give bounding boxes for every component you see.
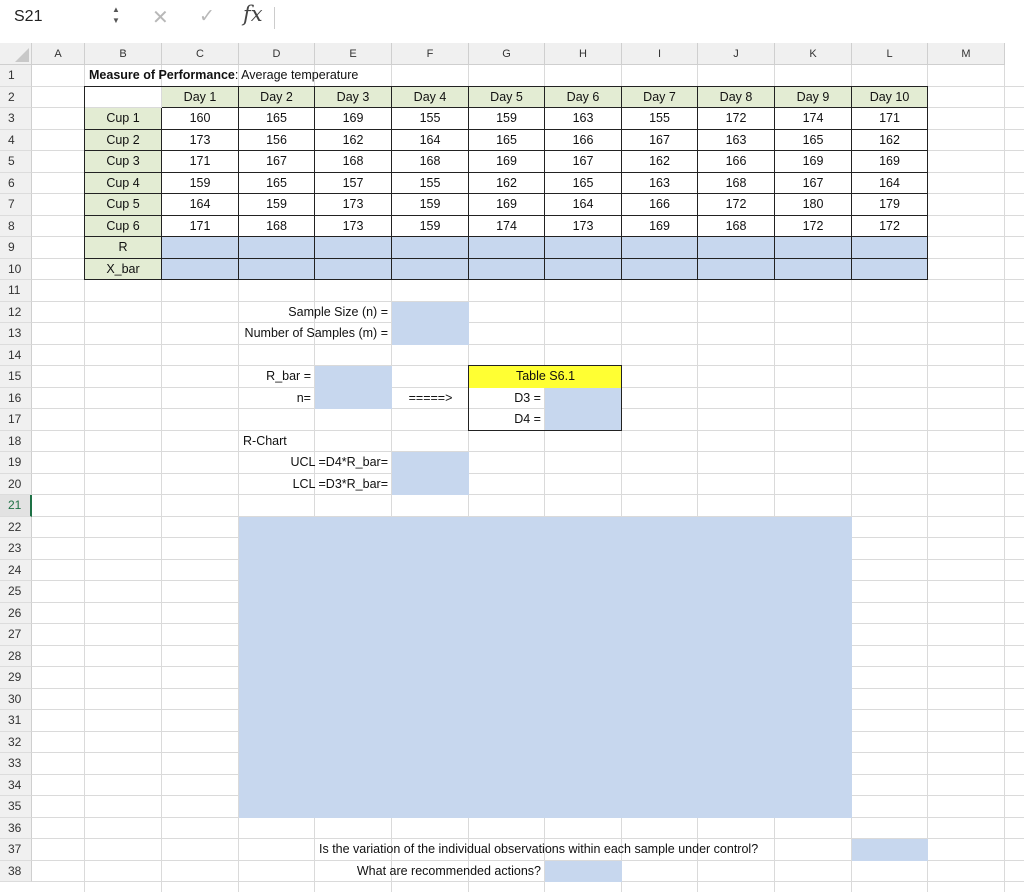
- measurement-cell[interactable]: 174: [469, 216, 545, 238]
- row-header[interactable]: 3: [0, 108, 32, 130]
- cup-label[interactable]: Cup 3: [85, 151, 162, 173]
- range-input-cell[interactable]: [239, 237, 315, 259]
- measurement-cell[interactable]: 168: [392, 151, 469, 173]
- measurement-cell[interactable]: 162: [622, 151, 698, 173]
- xbar-input-cell[interactable]: [392, 259, 469, 281]
- measurement-cell[interactable]: 165: [775, 130, 852, 152]
- lcl-input[interactable]: [392, 474, 469, 496]
- measurement-cell[interactable]: 162: [315, 130, 392, 152]
- measurement-cell[interactable]: 169: [469, 151, 545, 173]
- n-input[interactable]: [315, 388, 392, 410]
- measurement-cell[interactable]: 169: [469, 194, 545, 216]
- measurement-cell[interactable]: 163: [545, 108, 622, 130]
- d3-input[interactable]: [545, 388, 622, 410]
- measurement-cell[interactable]: 163: [698, 130, 775, 152]
- column-header[interactable]: K: [775, 43, 852, 65]
- d3-label: D3 =: [514, 390, 541, 405]
- range-label[interactable]: R: [85, 237, 162, 259]
- arrow-text: =====>: [408, 390, 453, 405]
- day-header[interactable]: Day 2: [239, 87, 315, 109]
- column-header[interactable]: E: [315, 43, 392, 65]
- row-header[interactable]: 26: [0, 603, 32, 625]
- measurement-cell[interactable]: 166: [545, 130, 622, 152]
- row-header[interactable]: 21: [0, 495, 32, 517]
- cancel-icon[interactable]: ✕: [152, 7, 169, 29]
- measurement-cell[interactable]: 159: [392, 216, 469, 238]
- num-samples-label: Number of Samples (m) =: [244, 326, 388, 340]
- column-header[interactable]: A: [32, 43, 85, 65]
- day-header[interactable]: Day 1: [162, 87, 239, 109]
- d4-label: D4 =: [514, 412, 541, 426]
- day-header[interactable]: Day 4: [392, 87, 469, 109]
- lcl-label: LCL =D3*R_bar=: [292, 476, 388, 491]
- range-input-cell[interactable]: [622, 237, 698, 259]
- select-all-button[interactable]: [0, 43, 32, 65]
- column-header[interactable]: C: [162, 43, 239, 65]
- formula-bar: [0, 0, 1024, 42]
- measurement-cell[interactable]: 179: [852, 194, 928, 216]
- row-header[interactable]: 37: [0, 839, 32, 861]
- title-rest: : Average temperature: [234, 68, 359, 82]
- measurement-cell[interactable]: 164: [392, 130, 469, 152]
- formula-bar-divider: [274, 7, 275, 29]
- actions-answer-input[interactable]: [545, 861, 622, 883]
- rchart-label: R-Chart: [243, 433, 287, 448]
- row-header[interactable]: 7: [0, 194, 32, 216]
- xbar-input-cell[interactable]: [698, 259, 775, 281]
- sheet-title[interactable]: [85, 65, 545, 87]
- row-header[interactable]: 25: [0, 581, 32, 603]
- measurement-cell[interactable]: 173: [315, 216, 392, 238]
- measurement-cell[interactable]: 165: [239, 108, 315, 130]
- cup-label[interactable]: Cup 2: [85, 130, 162, 152]
- range-input-cell[interactable]: [315, 237, 392, 259]
- row-header[interactable]: 4: [0, 130, 32, 152]
- measurement-cell[interactable]: 155: [392, 173, 469, 195]
- measurement-cell[interactable]: 168: [315, 151, 392, 173]
- measurement-cell[interactable]: 155: [622, 108, 698, 130]
- rbar-input[interactable]: [315, 366, 392, 388]
- enter-icon[interactable]: ✓: [199, 6, 215, 27]
- measurement-cell[interactable]: 159: [469, 108, 545, 130]
- measurement-cell[interactable]: 169: [775, 151, 852, 173]
- row-header[interactable]: 10: [0, 259, 32, 281]
- sample-size-label: Sample Size (n) =: [288, 304, 388, 319]
- xbar-label[interactable]: X_bar: [85, 259, 162, 281]
- measurement-cell[interactable]: 165: [469, 130, 545, 152]
- range-input-cell[interactable]: [162, 237, 239, 259]
- range-input-cell[interactable]: [545, 237, 622, 259]
- column-header[interactable]: D: [239, 43, 315, 65]
- row-header[interactable]: 12: [0, 302, 32, 324]
- insert-function-icon[interactable]: fx: [243, 2, 263, 26]
- row-header[interactable]: 33: [0, 753, 32, 775]
- column-header[interactable]: B: [85, 43, 162, 65]
- xbar-input-cell[interactable]: [775, 259, 852, 281]
- measurement-cell[interactable]: 159: [162, 173, 239, 195]
- title-bold: Measure of Performance: [89, 68, 235, 82]
- range-input-cell[interactable]: [698, 237, 775, 259]
- measurement-cell[interactable]: 167: [545, 151, 622, 173]
- n-label: n=: [296, 390, 311, 405]
- measurement-cell[interactable]: 172: [775, 216, 852, 238]
- measurement-cell[interactable]: 163: [622, 173, 698, 195]
- formula-input[interactable]: [280, 4, 1000, 30]
- cup-label[interactable]: Cup 6: [85, 216, 162, 238]
- row-header[interactable]: 2: [0, 87, 32, 109]
- day-header[interactable]: Day 9: [775, 87, 852, 109]
- control-question: Is the variation of the individual observations within each sample under control?: [319, 842, 759, 856]
- measurement-cell[interactable]: 168: [698, 216, 775, 238]
- measurement-cell[interactable]: 168: [698, 173, 775, 195]
- xbar-input-cell[interactable]: [622, 259, 698, 281]
- column-header[interactable]: I: [622, 43, 698, 65]
- xbar-input-cell[interactable]: [545, 259, 622, 281]
- row-header[interactable]: 18: [0, 431, 32, 453]
- num-samples-input[interactable]: [392, 323, 469, 345]
- column-header[interactable]: G: [469, 43, 545, 65]
- measurement-cell[interactable]: 174: [775, 108, 852, 130]
- column-header[interactable]: L: [852, 43, 928, 65]
- d4-input[interactable]: [545, 409, 622, 431]
- row-header[interactable]: 31: [0, 710, 32, 732]
- measurement-cell[interactable]: 164: [545, 194, 622, 216]
- row-header[interactable]: 29: [0, 667, 32, 689]
- day-header[interactable]: Day 10: [852, 87, 928, 109]
- table-s61-title: Table S6.1: [469, 366, 622, 388]
- row-header[interactable]: 9: [0, 237, 32, 259]
- row-header[interactable]: 22: [0, 517, 32, 539]
- row-header[interactable]: 16: [0, 388, 32, 410]
- row-header[interactable]: 28: [0, 646, 32, 668]
- row-header[interactable]: 20: [0, 474, 32, 496]
- range-input-cell[interactable]: [469, 237, 545, 259]
- chart-placeholder-area[interactable]: [239, 517, 852, 818]
- row-header[interactable]: 13: [0, 323, 32, 345]
- row-header[interactable]: 30: [0, 689, 32, 711]
- row-header[interactable]: 6: [0, 173, 32, 195]
- sample-size-input[interactable]: [392, 302, 469, 324]
- actions-question: What are recommended actions?: [356, 863, 541, 878]
- measurement-cell[interactable]: 159: [239, 194, 315, 216]
- row-header[interactable]: 32: [0, 732, 32, 754]
- measurement-cell[interactable]: 167: [239, 151, 315, 173]
- row-header[interactable]: 1: [0, 65, 32, 87]
- name-box-dropdown-icon[interactable]: ▲ ▼: [112, 5, 120, 25]
- day-header[interactable]: Day 3: [315, 87, 392, 109]
- row-header[interactable]: 35: [0, 796, 32, 818]
- day-header[interactable]: Day 6: [545, 87, 622, 109]
- xbar-input-cell[interactable]: [239, 259, 315, 281]
- xbar-input-cell[interactable]: [162, 259, 239, 281]
- row-header[interactable]: 5: [0, 151, 32, 173]
- row-header[interactable]: 19: [0, 452, 32, 474]
- xbar-input-cell[interactable]: [315, 259, 392, 281]
- ucl-input[interactable]: [392, 452, 469, 474]
- measurement-cell[interactable]: 180: [775, 194, 852, 216]
- row-gridline: [32, 494, 1024, 495]
- row-header[interactable]: 15: [0, 366, 32, 388]
- measurement-cell[interactable]: 171: [162, 151, 239, 173]
- row-header[interactable]: 24: [0, 560, 32, 582]
- row-header[interactable]: 17: [0, 409, 32, 431]
- xbar-input-cell[interactable]: [469, 259, 545, 281]
- day-header[interactable]: Day 7: [622, 87, 698, 109]
- measurement-cell[interactable]: 169: [315, 108, 392, 130]
- row-gridline: [32, 473, 1024, 474]
- measurement-cell[interactable]: 164: [852, 173, 928, 195]
- xbar-input-cell[interactable]: [852, 259, 928, 281]
- measurement-cell[interactable]: 169: [852, 151, 928, 173]
- measurement-cell[interactable]: 172: [698, 194, 775, 216]
- measurement-cell[interactable]: 164: [162, 194, 239, 216]
- column-gridline: [1004, 65, 1005, 892]
- measurement-cell[interactable]: 166: [698, 151, 775, 173]
- measurement-cell[interactable]: 173: [545, 216, 622, 238]
- column-header[interactable]: H: [545, 43, 622, 65]
- column-header[interactable]: J: [698, 43, 775, 65]
- row-header[interactable]: 11: [0, 280, 32, 302]
- worksheet-grid: [0, 43, 1024, 892]
- row-header[interactable]: 34: [0, 775, 32, 797]
- measurement-cell[interactable]: 157: [315, 173, 392, 195]
- name-box-value: S21: [14, 8, 43, 25]
- measurement-cell[interactable]: 173: [162, 130, 239, 152]
- measurement-cell[interactable]: 171: [162, 216, 239, 238]
- row-header[interactable]: 14: [0, 345, 32, 367]
- measurement-cell[interactable]: 155: [392, 108, 469, 130]
- rbar-label: R_bar =: [266, 369, 311, 383]
- cup-label[interactable]: Cup 4: [85, 173, 162, 195]
- ucl-label: UCL =D4*R_bar=: [290, 455, 388, 469]
- measurement-cell[interactable]: 165: [239, 173, 315, 195]
- row-header[interactable]: 27: [0, 624, 32, 646]
- column-header[interactable]: F: [392, 43, 469, 65]
- measurement-cell[interactable]: 169: [622, 216, 698, 238]
- measurement-cell[interactable]: 168: [239, 216, 315, 238]
- measurement-cell[interactable]: 167: [622, 130, 698, 152]
- row-header[interactable]: 8: [0, 216, 32, 238]
- row-header[interactable]: 38: [0, 861, 32, 883]
- row-header[interactable]: 36: [0, 818, 32, 840]
- measurement-cell[interactable]: 172: [698, 108, 775, 130]
- cup-label[interactable]: Cup 5: [85, 194, 162, 216]
- range-input-cell[interactable]: [775, 237, 852, 259]
- column-header[interactable]: M: [928, 43, 1005, 65]
- measurement-cell[interactable]: 162: [469, 173, 545, 195]
- control-answer-input[interactable]: [852, 839, 928, 861]
- measurement-cell[interactable]: 172: [852, 216, 928, 238]
- day-header[interactable]: Day 8: [698, 87, 775, 109]
- measurement-cell[interactable]: 166: [622, 194, 698, 216]
- measurement-cell[interactable]: 159: [392, 194, 469, 216]
- measurement-cell[interactable]: 156: [239, 130, 315, 152]
- measurement-cell[interactable]: 162: [852, 130, 928, 152]
- measurement-cell[interactable]: 160: [162, 108, 239, 130]
- measurement-cell[interactable]: 165: [545, 173, 622, 195]
- row-header[interactable]: 23: [0, 538, 32, 560]
- measurement-cell[interactable]: 167: [775, 173, 852, 195]
- measurement-cell[interactable]: 173: [315, 194, 392, 216]
- day-header[interactable]: Day 5: [469, 87, 545, 109]
- range-input-cell[interactable]: [852, 237, 928, 259]
- range-input-cell[interactable]: [392, 237, 469, 259]
- row-gridline: [32, 451, 1024, 452]
- measurement-cell[interactable]: 171: [852, 108, 928, 130]
- cup-label[interactable]: Cup 1: [85, 108, 162, 130]
